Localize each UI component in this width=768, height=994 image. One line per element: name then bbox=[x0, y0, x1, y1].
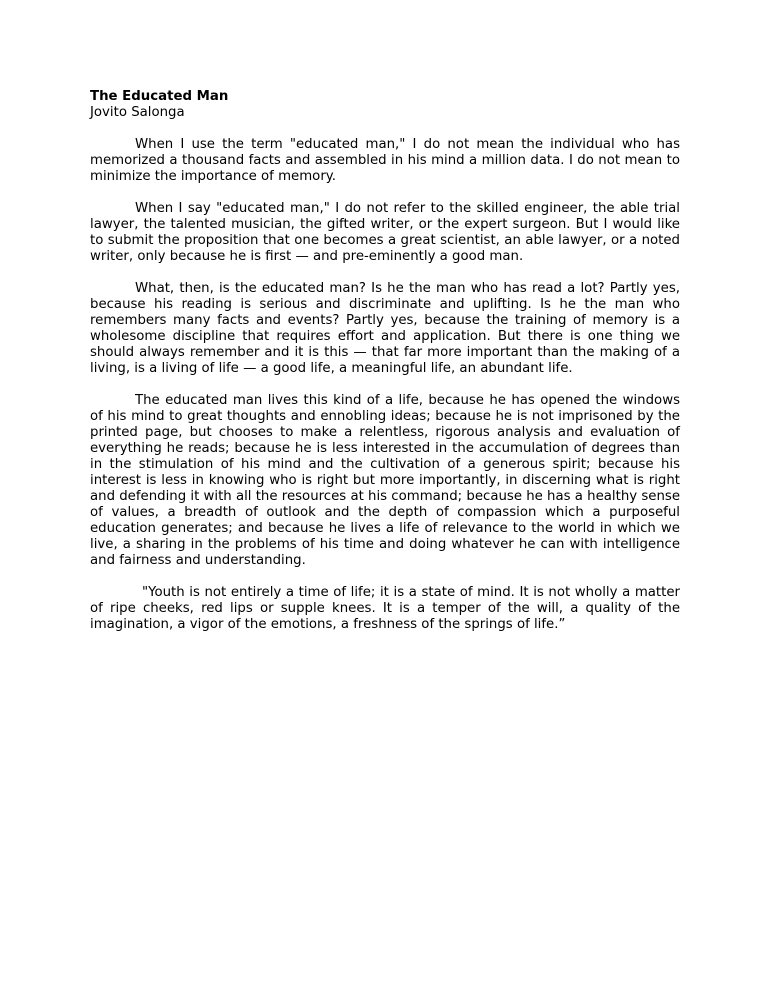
paragraph-4: The educated man lives this kind of a life, because he has opened the windows of his mind to great thoughts and ennobling ideas; because he is not imprisoned by the printed page, but chooses to make a relentless, rigorous analysis and evaluation of everything he reads; because he is less interested in the accumulation of degrees than in the stimulation of his mind and the cultivation of a generous spirit; because his interest is less in knowing who is right but more importantly, in discerning what is right and defending it with all the resources at his command; because he has a healthy sense of values, a breadth of outlook and the depth of compassion which a purposeful education generates; and because he lives a life of relevance to the world in which we live, a sharing in the problems of his time and doing whatever he can with intelligence and fairness and understanding. bbox=[90, 393, 680, 568]
closing-quote: "Youth is not entirely a time of life; it is a state of mind. It is not wholly a matter of ripe cheeks, red lips or supple knees. It is a temper of the will, a quality of the imagination, a vigor of the emotions, a freshness of the springs of life.” bbox=[90, 585, 680, 632]
paragraph-1: When I use the term "educated man," I do not mean the individual who has memorized a thousand facts and assembled in his mind a million data. I do not mean to minimize the importance of memory. bbox=[90, 137, 680, 184]
document-title: The Educated Man bbox=[90, 89, 229, 104]
document-author: Jovito Salonga bbox=[90, 105, 185, 120]
document-body bbox=[90, 89, 680, 633]
paragraph-2: When I say "educated man," I do not refer to the skilled engineer, the able trial lawyer, the talented musician, the gifted writer, or the expert surgeon. But I would like to submit the proposition that one becomes a great scientist, an able lawyer, or a noted writer, only because he is first — and pre-eminently a good man. bbox=[90, 201, 680, 264]
paragraph-3: What, then, is the educated man? Is he the man who has read a lot? Partly yes, because his reading is serious and discriminate and uplifting. Is he the man who remembers many facts and events? Partly yes, because the training of memory is a wholesome discipline that requires effort and application. But there is one thing we should always remember and it is this — that far more important than the making of a living, is a living of life — a good life, a meaningful life, an abundant life. bbox=[90, 281, 680, 376]
